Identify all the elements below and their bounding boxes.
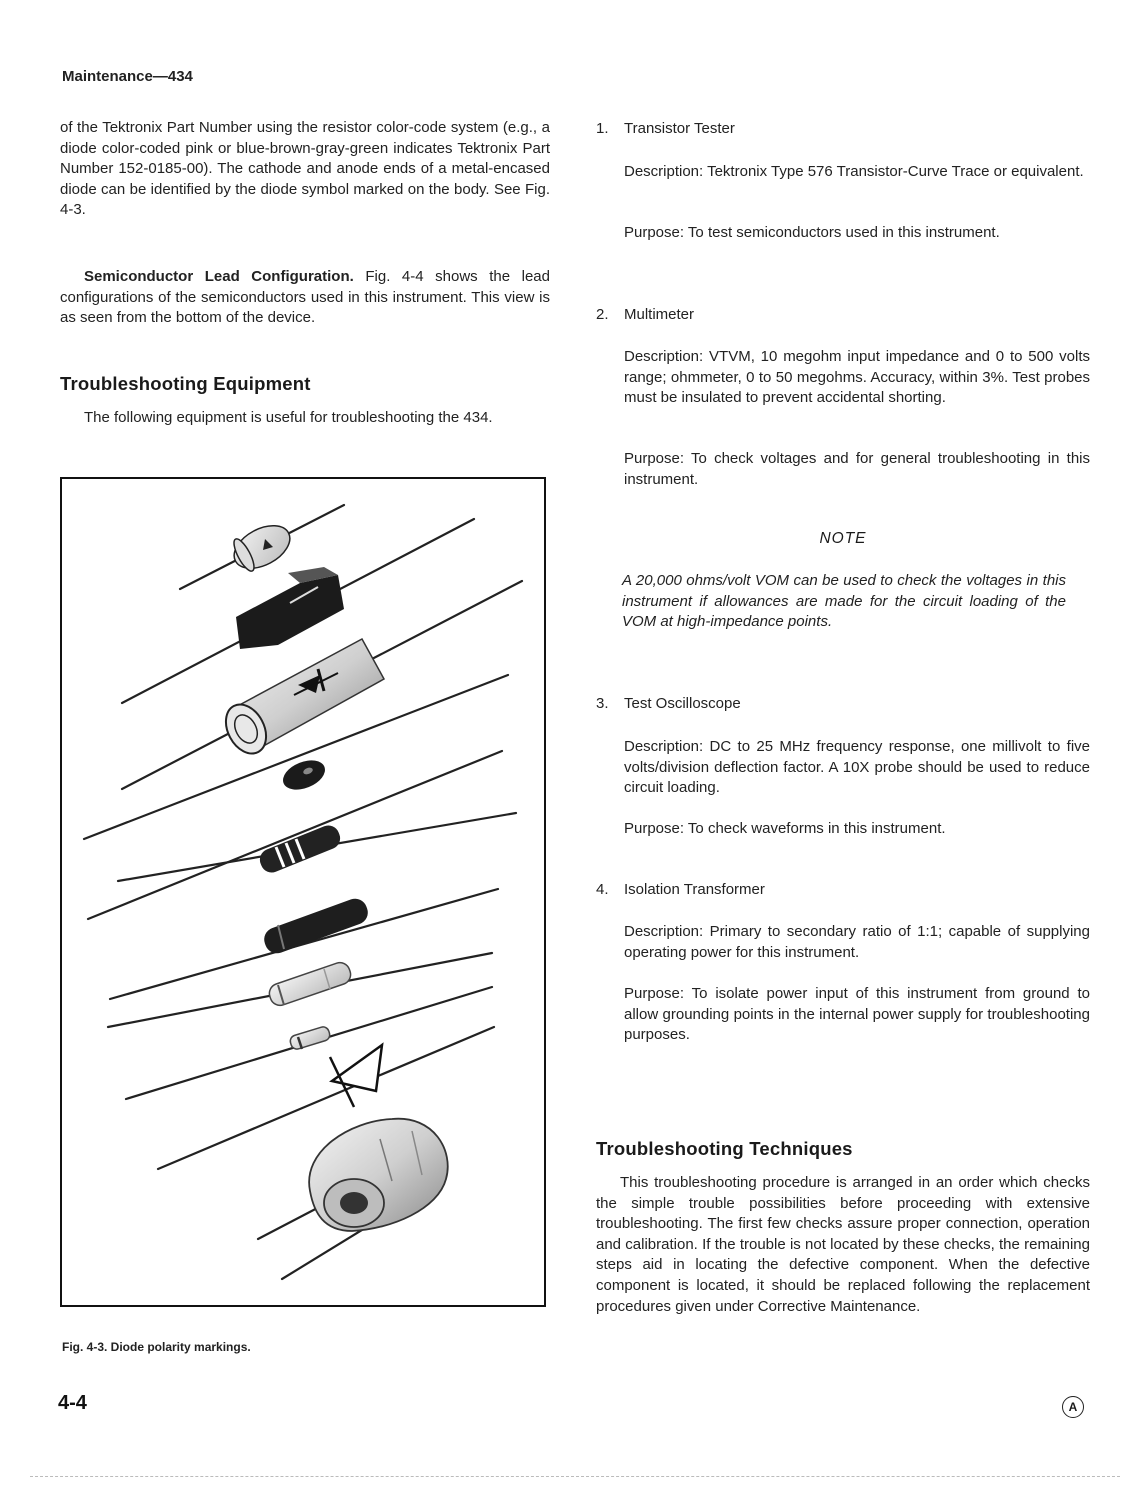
section-heading-equipment: Troubleshooting Equipment	[60, 373, 311, 394]
equipment-item-3-title	[596, 695, 1090, 712]
glass-diode-tiny	[289, 1025, 331, 1050]
item-number: 4.	[596, 881, 609, 898]
diode-illustration	[62, 479, 544, 1305]
color-banded-diode	[257, 822, 344, 876]
equipment-item-1-title	[596, 120, 1090, 137]
equipment-item-1-description: Description: Tektronix Type 576 Transistor-Curve Trace or equivalent.	[624, 163, 1084, 180]
metal-can-diode	[218, 639, 384, 760]
equipment-item-4-title	[596, 881, 1090, 898]
item-number: 1.	[596, 120, 609, 137]
stud-mount-diode	[309, 1119, 448, 1231]
item-title: Transistor Tester	[624, 120, 735, 137]
note-text: A 20,000 ohms/volt VOM can be used to check the voltages in this instrument if allowances are made for the circuit loading of the VOM at high-impedance points.	[622, 572, 1066, 631]
equipment-item-3-purpose: Purpose: To check waveforms in this instrument.	[624, 820, 946, 837]
equipment-item-2-description: Description: VTVM, 10 megohm input impedance and 0 to 500 volts range; ohmmeter, 0 to 50 megohms. Accuracy, within 3%. Test probes must be insulated to prevent accidental shorting.	[624, 348, 1090, 407]
semiconductor-lead-paragraph	[60, 267, 550, 329]
equipment-item-4-description: Description: Primary to secondary ratio of 1:1; capable of supplying operating power for this instrument.	[624, 923, 1090, 961]
equipment-item-4-purpose: Purpose: To isolate power input of this instrument from ground to allow grounding points in the internal power supply for troubleshooting purposes.	[624, 985, 1090, 1044]
page-number: 4-4	[58, 1392, 87, 1414]
section-heading-techniques: Troubleshooting Techniques	[596, 1138, 853, 1159]
revision-mark: A	[1062, 1396, 1084, 1418]
equipment-item-1-purpose: Purpose: To test semiconductors used in this instrument.	[624, 224, 1000, 241]
item-title: Multimeter	[624, 306, 695, 323]
techniques-paragraph: This troubleshooting procedure is arranged in an order which checks the simple trouble possibilities before proceeding with extensive troubleshooting. The first few checks assure proper connection, operation and calibration. If the trouble is not located by these checks, the remaining steps aid in locating the defective component. When the defective component is located, it should be replaced following the replacement procedures given under Corrective Maintenance.	[596, 1174, 1090, 1315]
glass-diode-medium	[267, 960, 354, 1008]
item-number: 2.	[596, 306, 609, 323]
equipment-item-3-description: Description: DC to 25 MHz frequency response, one millivolt to five volts/division deflection factor. A 10X probe should be used to reduce circuit loading.	[624, 738, 1090, 797]
running-header: Maintenance—434	[62, 68, 193, 85]
equipment-item-2-purpose: Purpose: To check voltages and for general troubleshooting in this instrument.	[624, 450, 1090, 488]
black-cylinder-diode	[261, 895, 371, 956]
note-title: NOTE	[819, 530, 867, 547]
equipment-item-2-title	[596, 306, 1090, 323]
diode-schematic-symbol	[330, 1045, 382, 1107]
equipment-intro: The following equipment is useful for troubleshooting the 434.	[84, 409, 493, 426]
item-title: Test Oscilloscope	[624, 695, 741, 712]
continuation-paragraph: of the Tektronix Part Number using the resistor color-code system (e.g., a diode color-coded pink or blue-brown-gray-green indicates Tektronix Part Number 152-0185-00). The cathode and anode ends of a metal-encased diode can be identified by the diode symbol marked on the body. See Fig. 4-3.	[60, 119, 550, 219]
run-in-heading: Semiconductor Lead Configuration.	[84, 268, 354, 285]
figure-diode-polarity	[60, 477, 546, 1307]
item-number: 3.	[596, 695, 609, 712]
figure-caption: Fig. 4-3. Diode polarity markings.	[62, 1340, 251, 1354]
scan-edge	[30, 1476, 1120, 1477]
semiconductor-lead-text: Fig. 4-4 shows the lead configurations of the semiconductors used in this instrument. This view is as seen from the bottom of the device.	[60, 268, 550, 327]
glass-diode-small	[227, 517, 297, 577]
block-rectifier	[236, 567, 344, 649]
item-title: Isolation Transformer	[624, 881, 765, 898]
